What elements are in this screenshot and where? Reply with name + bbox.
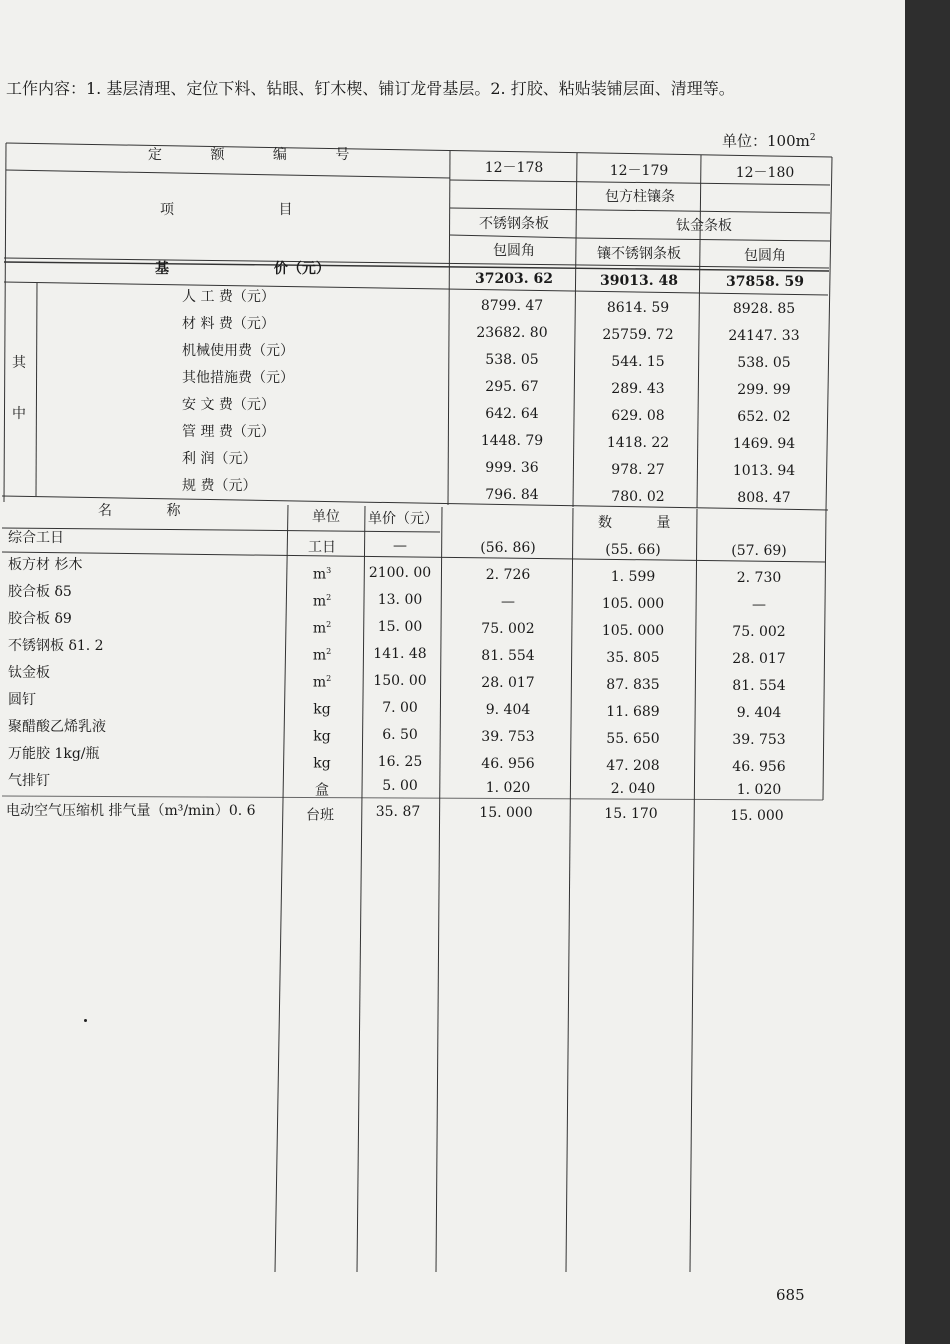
cost-value: 8799. 47 (480, 298, 544, 314)
base-price-2: 39013. 48 (600, 273, 678, 289)
cost-label: 利 润（元） (182, 451, 257, 467)
resource-qty: 46. 956 (481, 756, 535, 772)
code-12-179: 12－179 (609, 163, 669, 179)
resource-price-header: 单价（元） (368, 511, 438, 527)
resource-qty: 39. 753 (481, 729, 535, 745)
resource-name: 钛金板 (8, 665, 50, 681)
leaf-label-3: 包圆角 (744, 248, 786, 264)
resource-qty: 1. 599 (610, 569, 656, 585)
resource-qty: 2. 726 (485, 567, 531, 583)
group-label: 包方柱镶条 (605, 189, 675, 205)
resource-unit: kg (313, 701, 331, 718)
resource-name: 胶合板 δ9 (8, 611, 72, 627)
cost-value: 642. 64 (485, 406, 539, 422)
resource-name: 气排钉 (8, 773, 50, 789)
resource-unit: $m^2$ (312, 674, 332, 691)
resource-qty: 81. 554 (732, 678, 786, 694)
resource-qty: 1. 020 (736, 782, 782, 798)
cost-value: 796. 84 (485, 487, 539, 503)
cost-label: 规 费（元） (182, 478, 257, 494)
resource-qty: (55. 66) (605, 542, 661, 558)
page-number: 685 (776, 1286, 805, 1304)
resource-unit: 台班 (306, 807, 334, 824)
resource-unit: kg (313, 728, 331, 745)
resource-qty: 28. 017 (481, 675, 535, 691)
resource-qty: 15. 170 (604, 806, 658, 822)
ink-dot (84, 1019, 87, 1022)
cost-value: 780. 02 (611, 489, 665, 505)
resource-name: 胶合板 δ5 (8, 584, 72, 600)
qizhong-1: 其 (12, 355, 26, 371)
cost-label: 材 料 费（元） (182, 316, 275, 332)
resource-name: 综合工日 (8, 530, 64, 546)
cost-value: 8614. 59 (606, 300, 670, 316)
resource-qty: 15. 000 (479, 805, 533, 821)
resource-name-header: 名 称 (98, 503, 181, 519)
resource-qty: 9. 404 (485, 702, 531, 718)
cost-value: 25759. 72 (602, 327, 674, 343)
cost-label: 人 工 费（元） (182, 289, 275, 305)
resource-qty: 11. 689 (606, 704, 660, 720)
base-price-3: 37858. 59 (726, 274, 804, 290)
resource-unit: 工日 (308, 539, 336, 556)
resource-name: 板方材 杉木 (8, 557, 83, 573)
resource-name: 电动空气压缩机 排气量（m³/min）0. 6 (6, 803, 256, 819)
cost-value: 1469. 94 (732, 436, 796, 452)
resource-price: 16. 25 (377, 754, 423, 770)
resource-qty: 81. 554 (481, 648, 535, 664)
cost-value: 23682. 80 (476, 325, 548, 341)
base-price-1: 37203. 62 (475, 271, 553, 287)
resource-unit: 盒 (315, 782, 329, 799)
resource-name: 不锈钢板 δ1. 2 (8, 638, 104, 654)
resource-price: 2100. 00 (368, 565, 432, 581)
cost-value: 808. 47 (737, 490, 791, 506)
resource-price: 6. 50 (382, 727, 418, 743)
resource-price: 150. 00 (373, 673, 427, 689)
cost-value: 1418. 22 (606, 435, 670, 451)
cost-value: 538. 05 (737, 355, 791, 371)
resource-qty-header: 数 量 (598, 515, 671, 531)
cost-value: 652. 02 (737, 409, 791, 425)
sub-label-titanium: 钛金条板 (676, 218, 732, 234)
resource-qty: 105. 000 (601, 623, 665, 639)
resource-unit: $m^3$ (312, 566, 332, 583)
resource-qty: 1. 020 (485, 780, 531, 796)
resource-name: 圆钉 (8, 692, 36, 708)
cost-value: 289. 43 (611, 381, 665, 397)
resource-qty: — (752, 597, 766, 613)
resource-price: 13. 00 (377, 592, 423, 608)
cost-value: 1448. 79 (480, 433, 544, 449)
leaf-label-1: 包圆角 (493, 243, 535, 259)
cost-value: 999. 36 (485, 460, 539, 476)
resource-name: 万能胶 1kg/瓶 (8, 746, 100, 762)
resource-qty: 47. 208 (606, 758, 660, 774)
resource-qty: 35. 805 (606, 650, 660, 666)
cost-value: 24147. 33 (728, 328, 800, 344)
cost-label: 管 理 费（元） (182, 424, 275, 440)
unit-label: 单位：$100m^2$ (722, 132, 816, 150)
resource-price: 141. 48 (373, 646, 427, 662)
code-12-180: 12－180 (735, 165, 795, 181)
resource-price: 15. 00 (377, 619, 423, 635)
cost-label: 其他措施费（元） (182, 370, 294, 386)
resource-qty: 46. 956 (732, 759, 786, 775)
resource-unit: $m^2$ (312, 647, 332, 664)
sub-label-stainless: 不锈钢条板 (479, 216, 549, 232)
resource-qty: 28. 017 (732, 651, 786, 667)
resource-qty: 75. 002 (732, 624, 786, 640)
item-label: 项 目 (160, 202, 293, 218)
resource-qty: 15. 000 (730, 808, 784, 824)
cost-value: 978. 27 (611, 462, 665, 478)
resource-qty: — (501, 594, 515, 610)
resource-qty: (56. 86) (480, 540, 536, 556)
resource-price: 7. 00 (382, 700, 418, 716)
qizhong-2: 中 (12, 406, 26, 422)
cost-label: 安 文 费（元） (182, 397, 275, 413)
resource-qty: 105. 000 (601, 596, 665, 612)
cost-label: 机械使用费（元） (182, 343, 294, 359)
resource-unit-header: 单位 (312, 509, 340, 525)
resource-qty: 75. 002 (481, 621, 535, 637)
resource-price: 5. 00 (382, 778, 418, 794)
resource-qty: (57. 69) (731, 543, 787, 559)
cost-value: 544. 15 (611, 354, 665, 370)
base-price-label: 基 价（元） (155, 261, 330, 277)
leaf-label-2: 镶不锈钢条板 (597, 246, 681, 262)
resource-qty: 9. 404 (736, 705, 782, 721)
resource-qty: 2. 040 (610, 781, 656, 797)
resource-qty: 39. 753 (732, 732, 786, 748)
cost-value: 538. 05 (485, 352, 539, 368)
cost-value: 299. 99 (737, 382, 791, 398)
resource-qty: 55. 650 (606, 731, 660, 747)
cost-value: 8928. 85 (732, 301, 796, 317)
cost-value: 1013. 94 (732, 463, 796, 479)
resource-qty: 87. 835 (606, 677, 660, 693)
work-content: 工作内容：1. 基层清理、定位下料、钻眼、钉木楔、铺订龙骨基层。2. 打胶、粘贴装铺层面、清理等。 (6, 79, 735, 98)
resource-name: 聚醋酸乙烯乳液 (8, 719, 106, 735)
resource-unit: $m^2$ (312, 593, 332, 610)
resource-unit: kg (313, 755, 331, 772)
resource-price: — (393, 538, 407, 554)
quota-no-label: 定 额 编 号 (148, 147, 372, 163)
resource-qty: 2. 730 (736, 570, 782, 586)
code-12-178: 12－178 (484, 160, 544, 176)
cost-value: 295. 67 (485, 379, 539, 395)
resource-unit: $m^2$ (312, 620, 332, 637)
resource-price: 35. 87 (375, 804, 421, 820)
cost-value: 629. 08 (611, 408, 665, 424)
